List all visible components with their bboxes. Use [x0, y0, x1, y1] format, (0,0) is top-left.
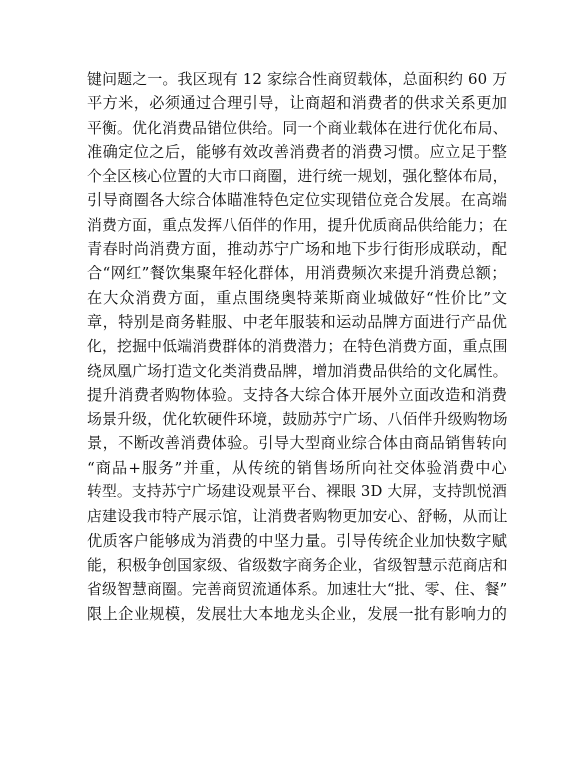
text-line: 绕凤凰广场打造文化类消费品牌，增加消费品供给的文化属性。	[87, 361, 508, 380]
text-line: 青春时尚消费方面，推动苏宁广场和地下步行街形成联动，配	[87, 240, 508, 259]
text-line: 省级智慧商圈。完善商贸流通体系。加速壮大“批、零、住、餐”	[87, 580, 508, 599]
text-line: “商品+服务”并重，从传统的销售场所向社交体验消费中心	[87, 458, 508, 477]
text-line: 优质客户能够成为消费的中坚力量。引导传统企业加快数字赋	[87, 531, 508, 550]
text-line: 引导商圈各大综合体瞄准特色定位实现错位竞合发展。在高端	[87, 191, 508, 210]
text-line: 店建设我市特产展示馆，让消费者购物更加安心、舒畅，从而让	[87, 507, 508, 526]
text-line: 消费方面，重点发挥八佰伴的作用，提升优质商品供给能力；在	[87, 215, 508, 234]
text-line: 键问题之一。我区现有 12 家综合性商贸载体，总面积约 60 万	[87, 70, 508, 88]
text-line: 个全区核心位置的大市口商圈，进行统一规划，强化整体布局，	[87, 167, 508, 186]
text-line: 转型。支持苏宁广场建设观景平台、裸眼 3D 大屏，支持凯悦酒	[87, 483, 507, 501]
text-line: 化，挖掘中低端消费群体的消费潜力；在特色消费方面，重点围	[87, 337, 508, 356]
text-line: 提升消费者购物体验。支持各大综合体开展外立面改造和消费	[87, 385, 508, 404]
body-text	[87, 67, 507, 626]
text-line: 在大众消费方面，重点围绕奥特莱斯商业城做好“性价比”文	[87, 288, 509, 307]
text-line: 景，不断改善消费体验。引导大型商业综合体由商品销售转向	[87, 434, 508, 453]
text-line: 场景升级，优化软硬件环境，鼓励苏宁广场、八佰伴升级购物场	[87, 410, 508, 429]
text-line: 准确定位之后，能够有效改善消费者的消费习惯。应立足于整	[87, 142, 508, 161]
text-line: 平衡。优化消费品错位供给。同一个商业载体在进行优化布局、	[87, 118, 508, 137]
text-line: 合“网红”餐饮集聚年轻化群体，用消费频次来提升消费总额；	[87, 264, 507, 283]
text-line: 能，积极争创国家级、省级数字商务企业，省级智慧示范商店和	[87, 555, 508, 574]
text-line: 限上企业规模，发展壮大本地龙头企业，发展一批有影响力的	[87, 604, 508, 623]
text-line: 平方米，必须通过合理引导，让商超和消费者的供求关系更加	[87, 94, 508, 113]
text-line: 章，特别是商务鞋服、中老年服装和运动品牌方面进行产品优	[87, 312, 508, 331]
